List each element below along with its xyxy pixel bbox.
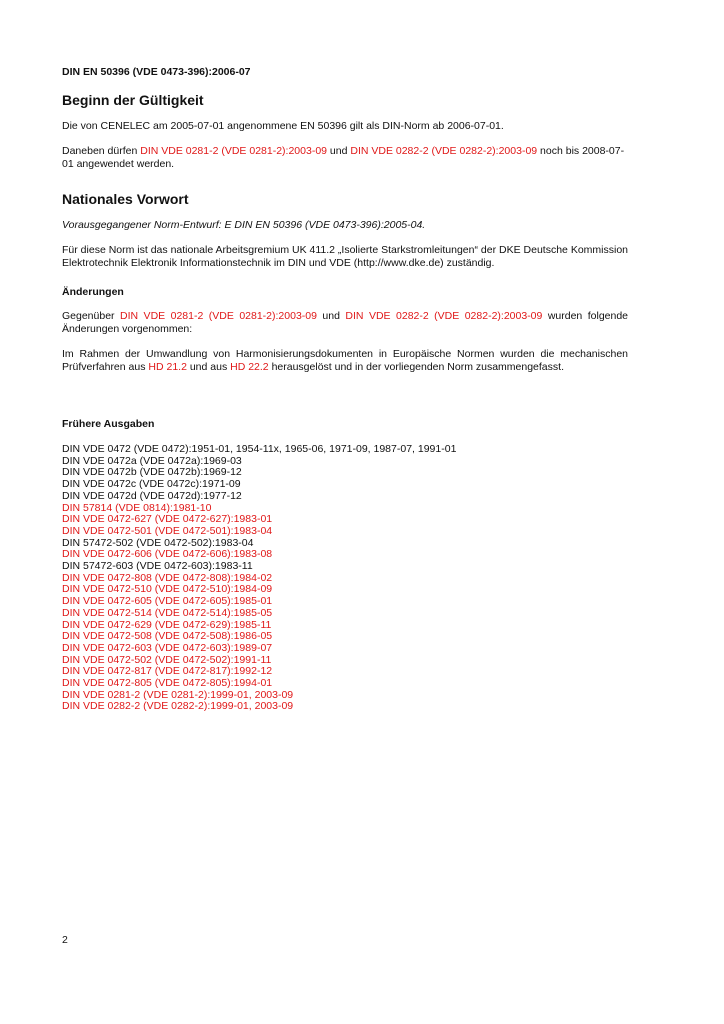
gueltigkeit-transition-paragraph <box>62 145 628 171</box>
gueltigkeit-paragraph: Die von CENELEC am 2005-07-01 angenommene EN 50396 gilt als DIN-Norm ab 2006-07-01. <box>62 120 504 132</box>
subsection-title-fruehere-ausgaben: Frühere Ausgaben <box>62 418 155 430</box>
text-run: und <box>316 310 346 322</box>
earlier-edition-item[interactable]: DIN VDE 0472-603 (VDE 0472-603):1989-07 <box>62 641 273 654</box>
text-run: Gegenüber <box>62 310 121 322</box>
norm-reference-link[interactable]: DIN VDE 0281-2 (VDE 0281-2):2003-09 <box>120 310 317 322</box>
earlier-edition-item: DIN VDE 0472 (VDE 0472):1951-01, 1954-11x, 1965-06, 1971-09, 1987-07, 1991-01 <box>62 443 457 455</box>
earlier-edition-item[interactable]: DIN VDE 0472-502 (VDE 0472-502):1991-11 <box>62 653 272 666</box>
norm-entwurf-paragraph: Vorausgegangener Norm-Entwurf: E DIN EN 50396 (VDE 0473-396):2005-04. <box>62 219 426 231</box>
earlier-edition-item[interactable]: DIN VDE 0282-2 (VDE 0282-2):1999-01, 2003-09 <box>62 700 294 713</box>
norm-reference-link[interactable]: DIN VDE 0282-2 (VDE 0282-2):2003-09 <box>350 145 538 157</box>
earlier-edition-item: DIN VDE 0472b (VDE 0472b):1969-12 <box>62 466 242 479</box>
text-run: noch bis 2008-07-01 angewendet werden. <box>62 145 625 170</box>
earlier-edition-item[interactable]: DIN VDE 0472-501 (VDE 0472-501):1983-04 <box>62 524 273 537</box>
subsection-title-aenderungen: Änderungen <box>62 286 124 298</box>
earlier-edition-item[interactable]: DIN VDE 0472-627 (VDE 0472-627):1983-01 <box>62 513 273 526</box>
earlier-edition-item[interactable]: DIN VDE 0281-2 (VDE 0281-2):1999-01, 2003-09 <box>62 688 294 701</box>
aenderungen-detail-paragraph <box>62 348 628 374</box>
earlier-edition-item[interactable]: DIN VDE 0472-510 (VDE 0472-510):1984-09 <box>62 583 273 596</box>
earlier-edition-item[interactable]: DIN VDE 0472-606 (VDE 0472-606):1983-08 <box>62 548 273 561</box>
document-page <box>62 66 628 713</box>
section-title-vorwort: Nationales Vorwort <box>62 191 189 207</box>
earlier-edition-item: DIN VDE 0472c (VDE 0472c):1971-09 <box>62 478 241 491</box>
norm-reference-link[interactable]: HD 22.2 <box>230 361 269 373</box>
document-identifier: DIN EN 50396 (VDE 0473-396):2006-07 <box>62 66 251 78</box>
earlier-edition-item[interactable]: DIN VDE 0472-605 (VDE 0472-605):1985-01 <box>62 595 273 608</box>
earlier-edition-item[interactable]: DIN VDE 0472-805 (VDE 0472-805):1994-01 <box>62 677 273 690</box>
norm-reference-link[interactable]: DIN VDE 0281-2 (VDE 0281-2):2003-09 <box>140 145 327 157</box>
earlier-edition-item: DIN 57472-603 (VDE 0472-603):1983-11 <box>62 560 253 573</box>
earlier-edition-item: DIN 57472-502 (VDE 0472-502):1983-04 <box>62 536 254 549</box>
spacer <box>62 386 628 418</box>
earlier-edition-item[interactable]: DIN 57814 (VDE 0814):1981-10 <box>62 501 212 514</box>
aenderungen-intro-paragraph <box>62 310 628 336</box>
norm-reference-link[interactable]: DIN VDE 0282-2 (VDE 0282-2):2003-09 <box>345 310 543 322</box>
text-run: und <box>327 145 351 157</box>
norm-reference-link[interactable]: HD 21.2 <box>148 361 187 373</box>
earlier-edition-item[interactable]: DIN VDE 0472-808 (VDE 0472-808):1984-02 <box>62 571 273 584</box>
text-run: wurden folgende Änderungen vorgenommen: <box>62 310 629 335</box>
text-run: Im Rahmen der Umwandlung von Harmonisierungsdokumenten in Europäische Normen wurden die mechanischen Prüfverfahren aus <box>62 348 628 373</box>
text-run: herausgelöst und in der vorliegenden Norm zusammengefasst. <box>268 361 564 373</box>
text-run: Daneben dürfen <box>62 145 141 157</box>
page-number: 2 <box>62 934 68 946</box>
earlier-editions-list <box>62 444 628 713</box>
earlier-edition-item[interactable]: DIN VDE 0472-514 (VDE 0472-514):1985-05 <box>62 606 273 619</box>
earlier-edition-item[interactable]: DIN VDE 0472-629 (VDE 0472-629):1985-11 <box>62 618 272 631</box>
earlier-edition-item: DIN VDE 0472a (VDE 0472a):1969-03 <box>62 454 242 467</box>
text-run: und aus <box>186 361 231 373</box>
section-title-gueltigkeit: Beginn der Gültigkeit <box>62 92 204 108</box>
earlier-edition-item: DIN VDE 0472d (VDE 0472d):1977-12 <box>62 489 242 502</box>
gremium-paragraph: Für diese Norm ist das nationale Arbeitsgremium UK 411.2 „Isolierte Starkstromleitungen“ der DKE Deutsche Kommission Elektrotechnik Elektronik Informationstechnik im DIN und VDE (http://www.dke.de) zuständig. <box>62 244 628 269</box>
earlier-edition-item[interactable]: DIN VDE 0472-508 (VDE 0472-508):1986-05 <box>62 630 273 643</box>
earlier-edition-item[interactable]: DIN VDE 0472-817 (VDE 0472-817):1992-12 <box>62 665 273 678</box>
